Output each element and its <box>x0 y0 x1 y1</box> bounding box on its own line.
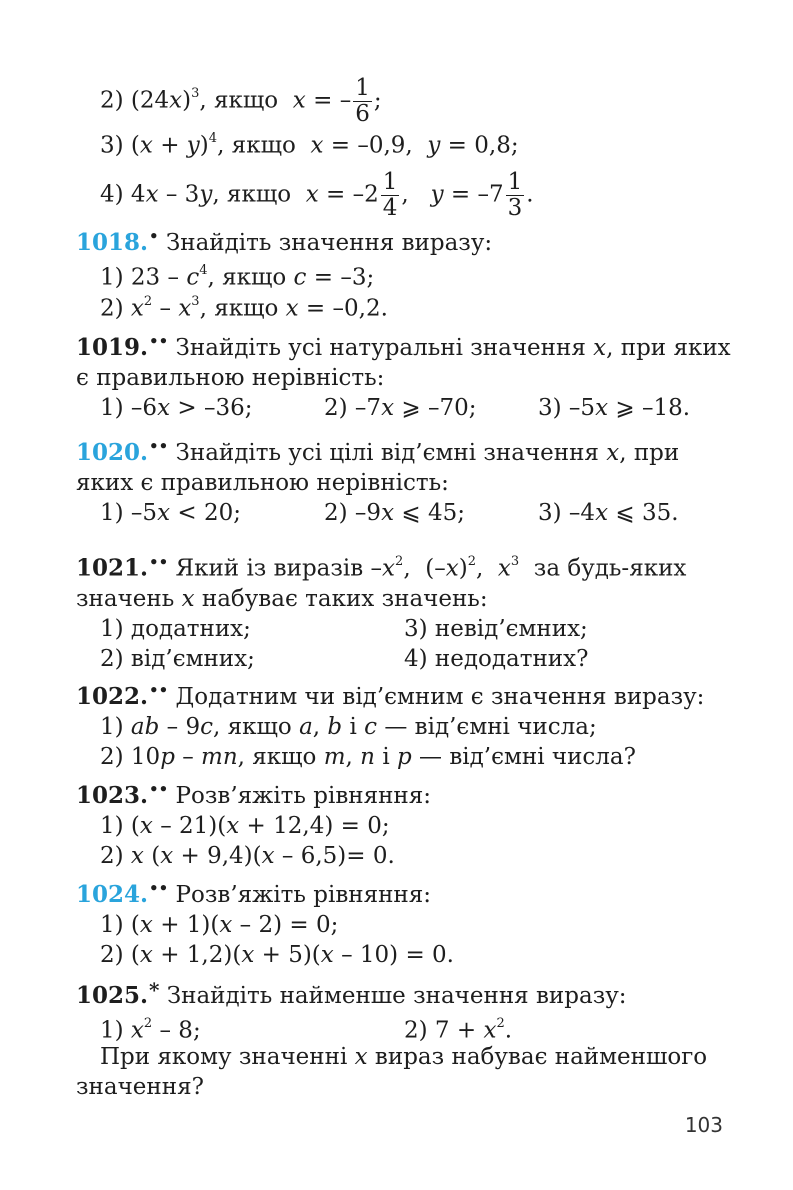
exercise-1021-option-4: 4) недодатних? <box>404 646 589 672</box>
item-4-expression: 4) 4x – 3y, якщо x = –2 $\frac{1}{4}$ , y = –7 $\frac{1}{3}$ . <box>100 169 534 221</box>
exercise-number: 1024. <box>76 881 149 908</box>
exercise-1025-item-2: 2) $7 + x^2$. <box>404 1016 513 1044</box>
exercise-1023-heading: 1023.•• Розв’яжіть рівняння: <box>76 780 432 809</box>
exercise-1024-item-1: 1) (x + 1)(x – 2) = 0; <box>100 912 339 938</box>
exercise-number: 1021. <box>76 554 149 582</box>
item-2-power: 2) $(24x)^3$, якщо x = – $\frac{1}{6}$ ; <box>100 75 382 127</box>
exercise-number: 1023. <box>76 782 149 809</box>
exercise-1024-item-2: 2) (x + 1,2)(x + 5)(x – 10) = 0. <box>100 942 454 968</box>
exercise-number: 1019. <box>76 334 149 361</box>
exercise-1019-item-3: 3) –5x ⩾ –18. <box>538 395 691 421</box>
exercise-1020-item-1: 1) –5x < 20; <box>100 500 241 526</box>
exercise-1025-question-line-1: При якому значенні x вираз набуває найменшого <box>100 1044 708 1070</box>
exercise-number: 1018. <box>76 229 149 256</box>
exercise-1021-option-1: 1) додатних; <box>100 616 251 642</box>
exercise-1021-heading: 1021.•• Який із виразів $-x^2$, $(-x)^2$, $x^3$ за будь-яких <box>76 552 687 582</box>
exercise-1018-item-1: 1) $23 - c^4$, якщо c = –3; <box>100 263 375 291</box>
exercise-number: 1022. <box>76 683 149 710</box>
exercise-1018-heading: 1018.• Знайдіть значення виразу: <box>76 227 493 256</box>
exercise-1024-heading: 1024.•• Розв’яжіть рівняння: <box>76 879 432 908</box>
exercise-1022-item-1: 1) ab – 9c, якщо a, b і c — від’ємні числа; <box>100 714 597 740</box>
item-3-power: 3) $(x + y)^4$, якщо x = –0,9, y = 0,8; <box>100 131 519 159</box>
exercise-1022-heading: 1022.•• Додатним чи від’ємним є значення виразу: <box>76 681 705 710</box>
page-number: 103 <box>684 1113 723 1137</box>
exercise-1019-items: 1) –6x > –36; <box>100 395 253 421</box>
exercise-1019-line-2: є правильною нерівність: <box>76 365 385 391</box>
exercise-1022-item-2: 2) 10p – mn, якщо m, n і p — від’ємні числа? <box>100 744 636 770</box>
exercise-1023-item-1: 1) (x – 21)(x + 12,4) = 0; <box>100 813 390 839</box>
exercise-1019-heading: 1019.•• Знайдіть усі натуральні значення x, при яких <box>76 332 731 361</box>
exercise-1020-heading: 1020.•• Знайдіть усі цілі від’ємні значення x, при <box>76 437 680 466</box>
exercise-1019-item-2: 2) –7x ⩾ –70; <box>324 395 477 421</box>
exercise-1023-item-2: 2) x (x + 9,4)(x – 6,5)= 0. <box>100 843 395 869</box>
exercise-1020-line-2: яких є правильною нерівність: <box>76 470 449 496</box>
exercise-1025-heading: 1025.* Знайдіть найменше значення виразу: <box>76 978 627 1009</box>
exercise-1025-question-line-2: значення? <box>76 1074 204 1100</box>
exercise-number: 1020. <box>76 439 149 466</box>
exercise-1021-option-2: 2) від’ємних; <box>100 646 255 672</box>
exercise-1020-item-3: 3) –4x ⩽ 35. <box>538 500 679 526</box>
exercise-number: 1025. <box>76 982 149 1009</box>
fraction: $\frac{1}{6}$ <box>355 75 370 127</box>
exercise-1025-item-1: 1) $x^2 - 8$; <box>100 1016 201 1044</box>
fraction: $\frac{1}{3}$ <box>507 169 523 221</box>
fraction: $\frac{1}{4}$ <box>382 169 398 221</box>
exercise-1020-item-2: 2) –9x ⩽ 45; <box>324 500 465 526</box>
exercise-1021-line-2: значень x набуває таких значень: <box>76 586 488 612</box>
exercise-1021-option-3: 3) невід’ємних; <box>404 616 588 642</box>
exercise-1018-item-2: 2) $x^2 - x^3$, якщо x = –0,2. <box>100 294 388 322</box>
